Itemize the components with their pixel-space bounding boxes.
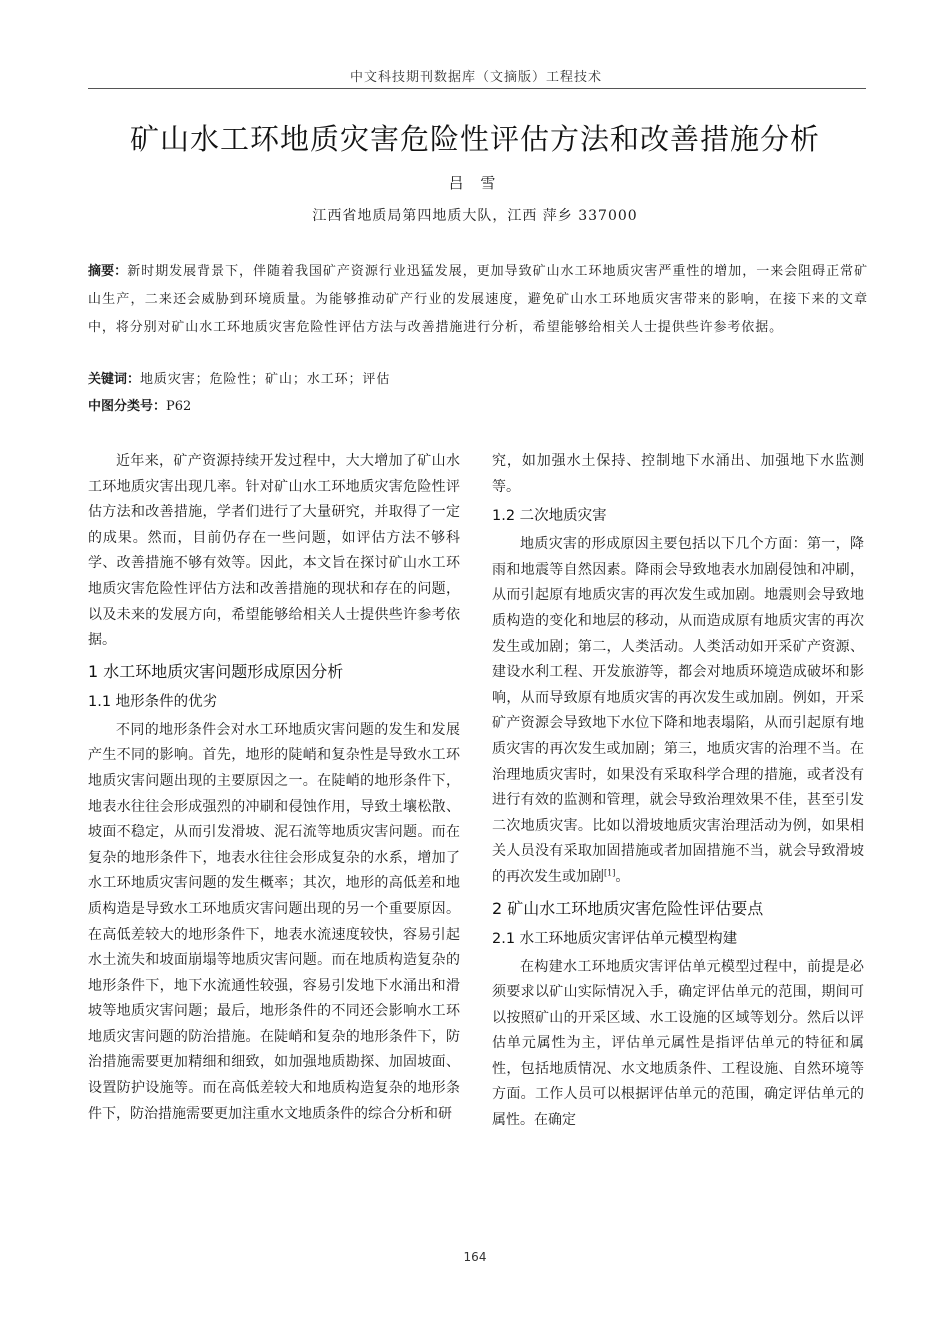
classification-text: P62	[166, 399, 192, 414]
author: 吕 雪	[448, 174, 502, 192]
right-column	[492, 449, 864, 1134]
affiliation: 江西省地质局第四地质大队，江西 萍乡 337000	[312, 208, 638, 224]
keywords-label: 关键词：	[88, 372, 141, 387]
paragraph-1-1-continued: 究，如加强水土保持、控制地下水涌出、加强地下水监测等。	[492, 453, 864, 495]
abstract-text: 新时期发展背景下，伴随着我国矿产资源行业迅猛发展，更加导致矿山水工环地质灾害严重性的增加，一来会阻碍正常矿山生产，二来还会威胁到环境质量。为能够推动矿产行业的发展速度，避免矿山水工环地质灾害带来的影响，在接下来的文章中，将分别对矿山水工环地质灾害危险性评估方法与改善措施进行分析，希望能够给相关人士提供些许参考依据。	[88, 264, 868, 335]
header-divider	[88, 88, 866, 89]
subsection-heading-2-1: 2.1 水工环地质灾害评估单元模型构建	[492, 930, 738, 947]
keywords-text: 地质灾害；危险性；矿山；水工环；评估	[140, 372, 391, 387]
paragraph-1-2-text: 地质灾害的形成原因主要包括以下几个方面：第一，降雨和地震等自然因素。降雨会导致地表水加剧侵蚀和冲刷，从而引起原有地质灾害的再次发生或加剧。地震则会导致地质构造的变化和地层的移动，从而造成原有地质灾害的再次发生或加剧；第二，人类活动。人类活动如开采矿产资源、建设水利工程、开发旅游等，都会对地质环境造成破坏和影响，从而导致原有地质灾害的再次发生或加剧。例如，开采矿产资源会导致地下水位下降和地表塌陷，从而引起原有地质灾害的再次发生或加剧；第三，地质灾害的治理不当。在治理地质灾害时，如果没有采取科学合理的措施，或者没有进行有效的监测和管理，就会导致治理效果不佳，甚至引发二次地质灾害。比如以滑坡地质灾害治理活动为例，如果相关人员没有采取加固措施或者加固措施不当，就会导致滑坡的再次发生或加剧	[492, 536, 864, 885]
left-column	[88, 449, 460, 1127]
paragraph-1-2	[492, 532, 864, 890]
paper-title: 矿山水工环地质灾害危险性评估方法和改善措施分析	[129, 122, 820, 156]
paragraph-1-2-end: 。	[615, 868, 630, 885]
classification-code	[88, 395, 868, 419]
section-heading-2: 2 矿山水工环地质灾害危险性评估要点	[492, 898, 764, 918]
intro-paragraph: 近年来，矿产资源持续开发过程中，大大增加了矿山水工环地质灾害出现几率。针对矿山水工环地质灾害危险性评估方法和改善措施，学者们进行了大量研究，并取得了一定的成果。然而，目前仍存在一些问题，如评估方法不够科学、改善措施不够有效等。因此，本文旨在探讨矿山水工环地质灾害危险性评估方法和改善措施的现状和存在的问题，以及未来的发展方向，希望能够给相关人士提供些许参考依据。	[88, 453, 460, 649]
keywords	[88, 368, 868, 392]
abstract	[88, 258, 868, 342]
reference-marker: [1]	[604, 868, 616, 878]
subsection-heading-1-2: 1.2 二次地质灾害	[492, 508, 607, 525]
subsection-heading-1-1: 1.1 地形条件的优劣	[88, 693, 218, 710]
classification-label: 中图分类号：	[88, 399, 167, 414]
page-number: 164	[463, 1250, 487, 1264]
paragraph-2-1: 在构建水工环地质灾害评估单元模型过程中，前提是必须要求以矿山实际情况入手，确定评估单元的范围，期间可以按照矿山的开采区域、水工设施的区域等划分。然后以评估单元属性为主，评估单元属性是指评估单元的特征和属性，包括地质情况、水文地质条件、工程设施、自然环境等方面。工作人员可以根据评估单元的范围，确定评估单元的属性。在确定	[492, 958, 864, 1129]
journal-header: 中文科技期刊数据库（文摘版）工程技术	[349, 70, 602, 85]
paragraph-1-1: 不同的地形条件会对水工环地质灾害问题的发生和发展产生不同的影响。首先，地形的陡峭和复杂性是导致水工环地质灾害问题出现的主要原因之一。在陡峭的地形条件下，地表水往往会形成强烈的冲刷和侵蚀作用，导致土壤松散、坡面不稳定，从而引发滑坡、泥石流等地质灾害问题。而在复杂的地形条件下，地表水往往会形成复杂的水系，增加了水工环地质灾害问题的发生概率；其次，地形的高低差和地质构造是导致水工环地质灾害问题出现的另一个重要原因。在高低差较大的地形条件下，地表水流速度较快，容易引起水土流失和坡面崩塌等地质灾害问题。而在地质构造复杂的地形条件下，地下水流通性较强，容易引发地下水涌出和滑坡等地质灾害问题；最后，地形条件的不同还会影响水工环地质灾害问题的防治措施。在陡峭和复杂的地形条件下，防治措施需要更加精细和细致，如加强地质勘探、加固坡面、设置防护设施等。而在高低差较大和地质构造复杂的地形条件下，防治措施需要更加注重水文地质条件的综合分析和研	[88, 721, 460, 1122]
section-heading-1: 1 水工环地质灾害问题形成原因分析	[88, 661, 344, 681]
abstract-label: 摘要：	[88, 264, 128, 279]
